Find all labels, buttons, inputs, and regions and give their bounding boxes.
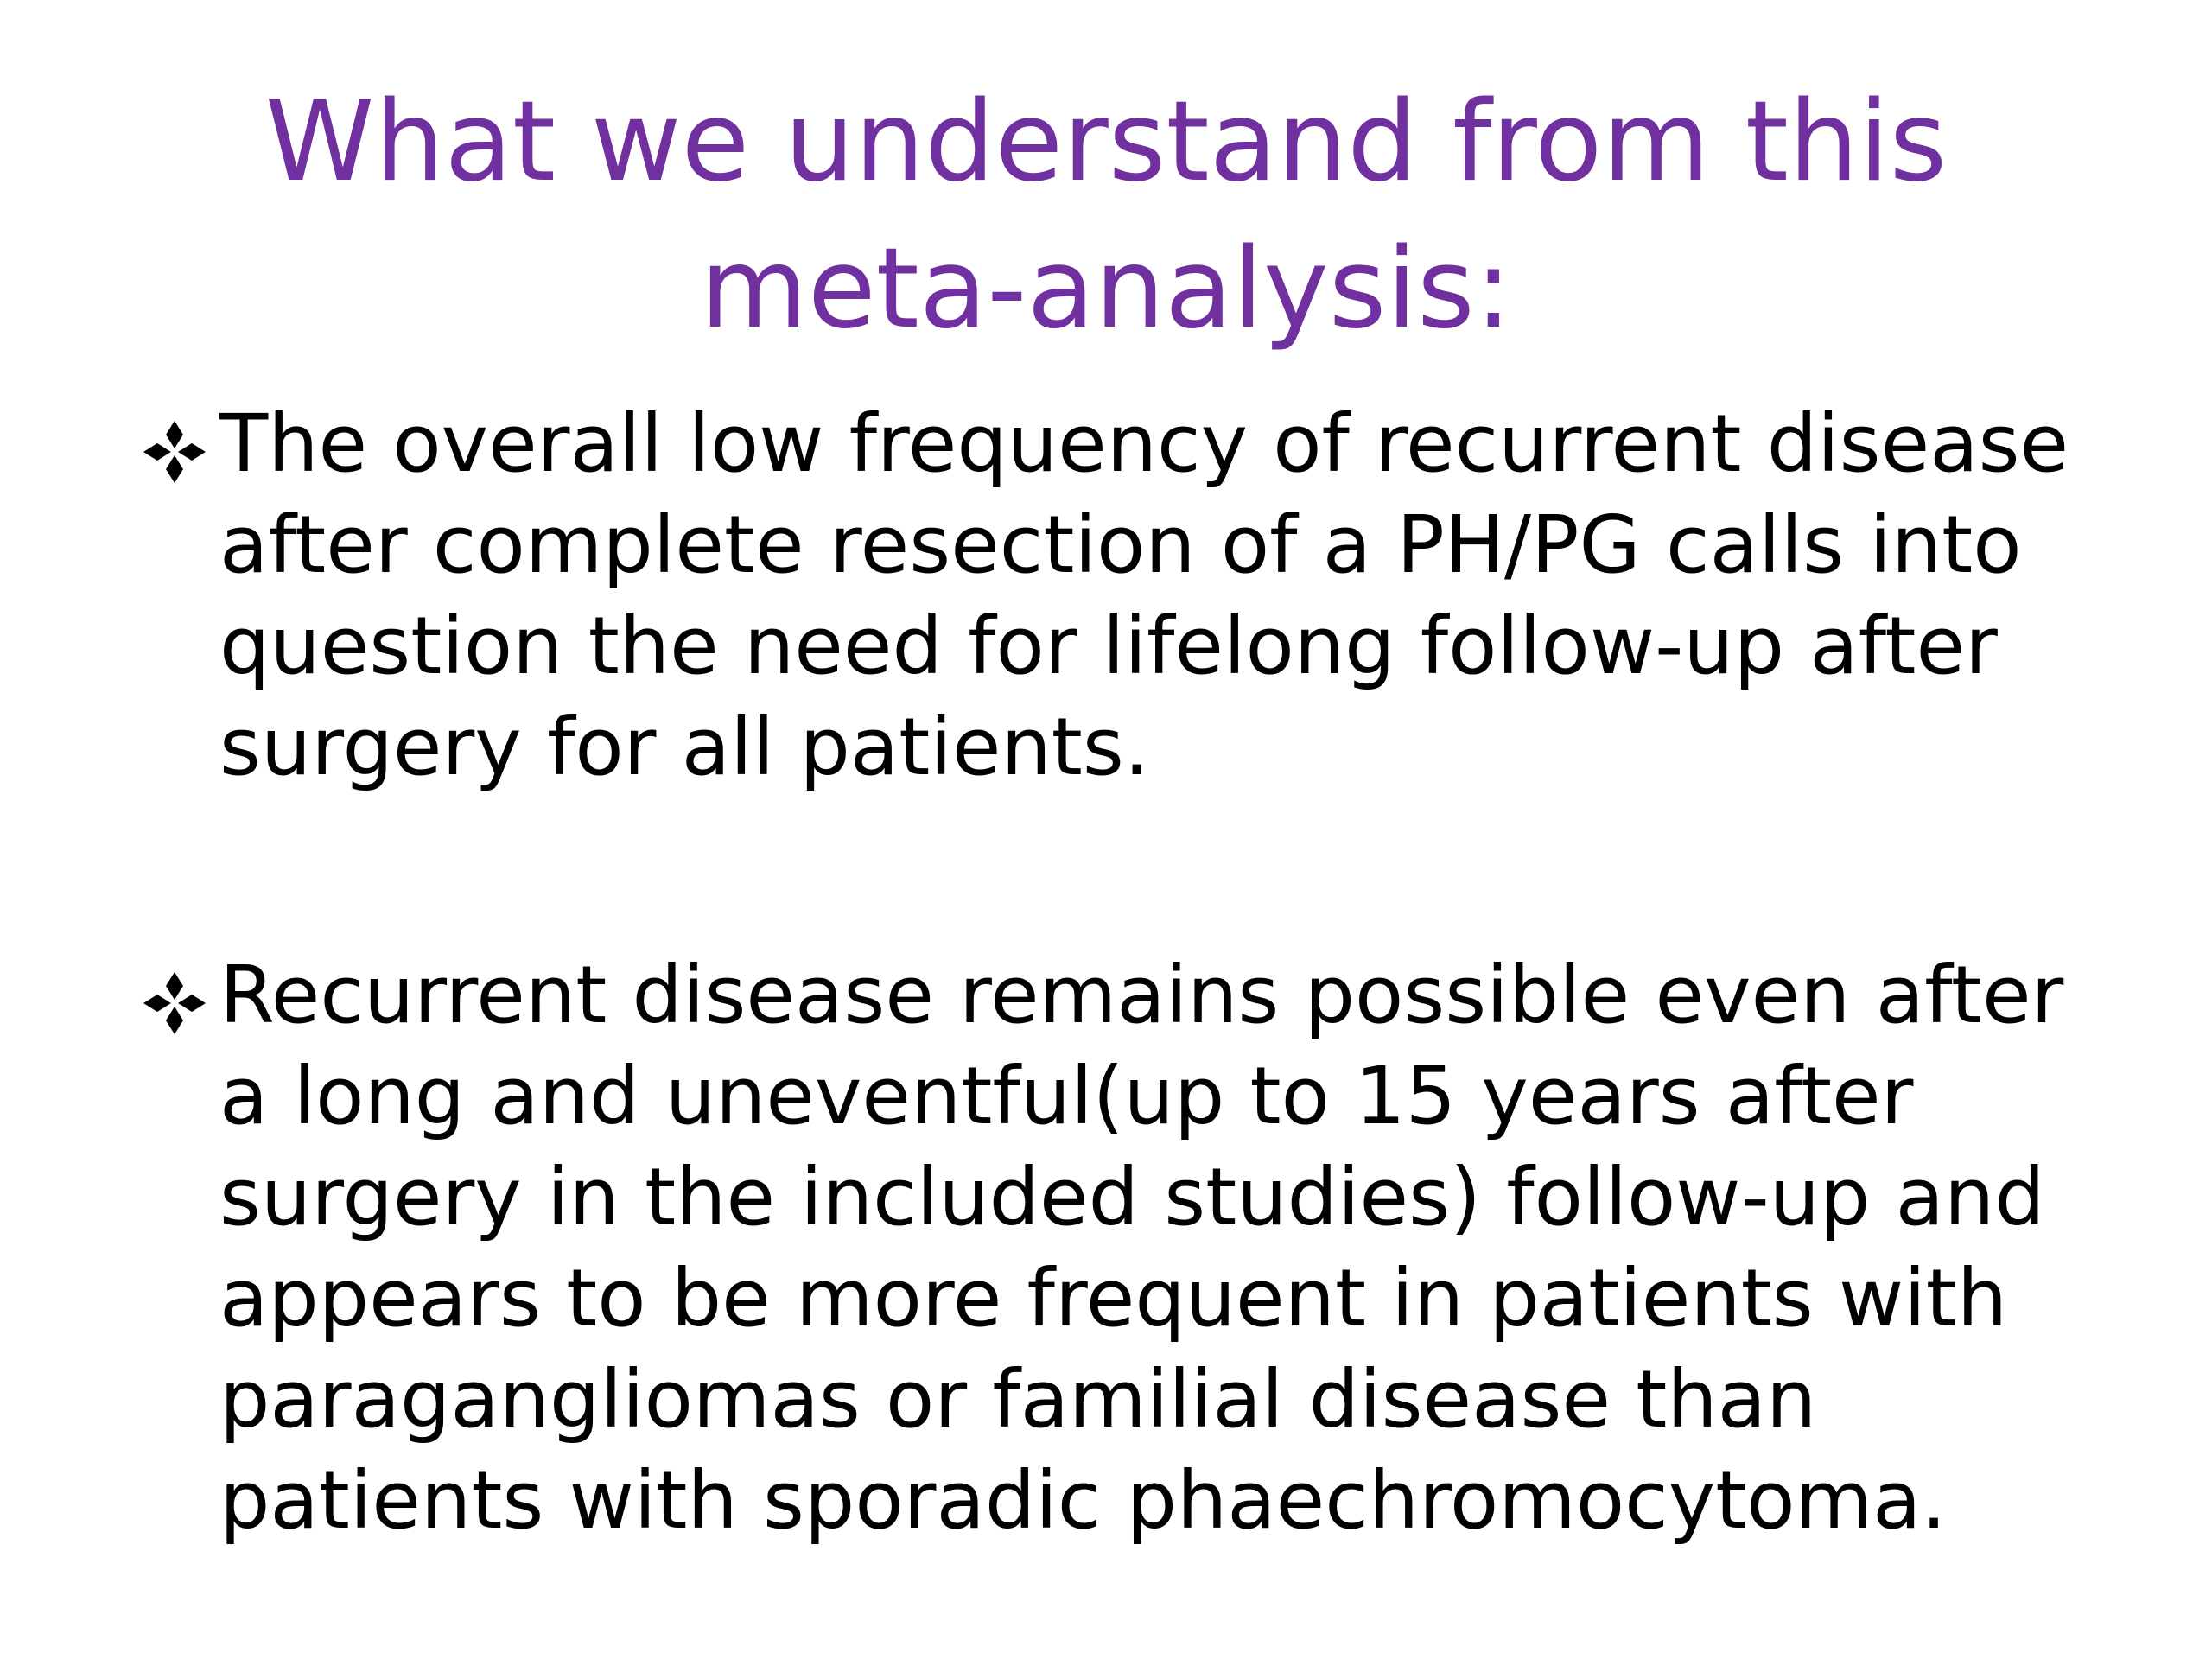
four-diamond-bullet-icon (140, 417, 209, 486)
bullet-list (138, 393, 2082, 1551)
four-diamond-bullet-icon (140, 969, 209, 1038)
bullet-text: The overall low frequency of recurrent disease after complete resection of a PH/PG calls into question the need for lifelong follow-up after surgery for all patients. (219, 397, 2069, 793)
bullet-item (138, 944, 2082, 1551)
slide-title: What we understand from this meta-analysis: (264, 78, 1948, 353)
bullet-text: Recurrent disease remains possible even after a long and uneventful(up to 15 years after surgery in the included studies) follow-up and appears to be more frequent in patients with paragangliomas or familial disease than patients with sporadic phaechromocytoma. (219, 949, 2064, 1547)
bullet-item (138, 393, 2082, 798)
